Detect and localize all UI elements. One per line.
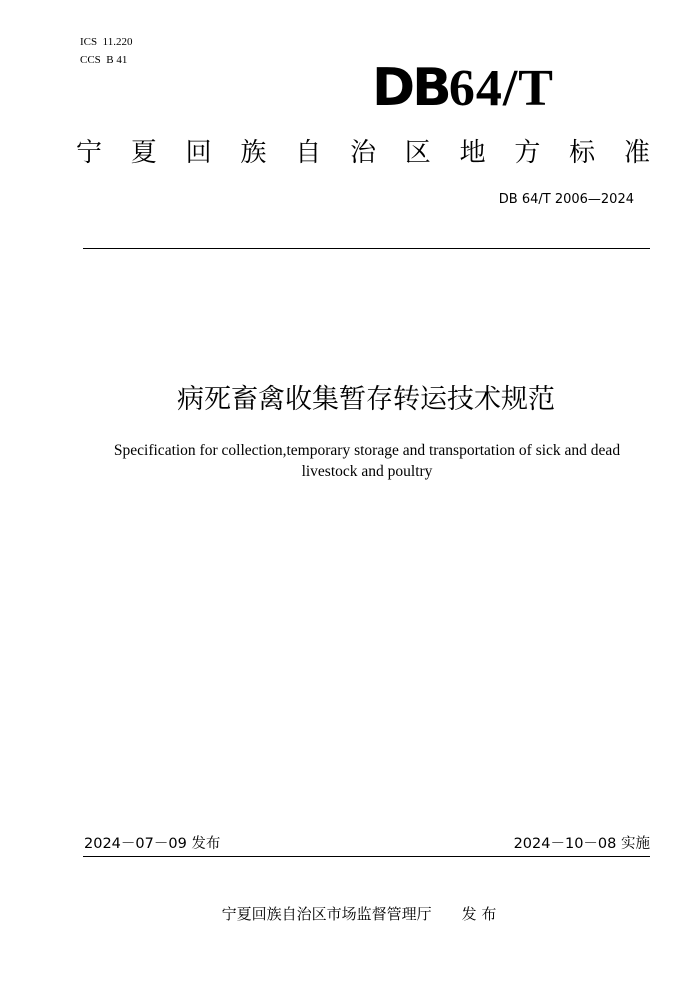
publisher-name: 宁夏回族自治区市场监督管理厅 xyxy=(221,905,432,923)
top-divider xyxy=(83,248,650,249)
standard-type-char: 自 xyxy=(295,138,322,168)
standard-type-char: 回 xyxy=(185,138,212,168)
standard-logo xyxy=(372,60,602,116)
bottom-divider xyxy=(83,856,650,857)
ccs-code: CCS B 41 xyxy=(80,54,128,66)
logo-prefix: DB xyxy=(372,58,449,118)
standard-type-char: 夏 xyxy=(130,138,157,168)
standard-type-char: 方 xyxy=(514,138,541,168)
standard-type-char: 标 xyxy=(569,138,596,168)
logo-suffix: 64/T xyxy=(448,60,554,117)
publisher-line xyxy=(0,903,700,925)
implementation-date: 2024－10－08 实施 xyxy=(513,836,650,852)
title-chinese: 病死畜禽收集暂存转运技术规范 xyxy=(177,384,555,415)
standard-type-char: 族 xyxy=(240,138,267,168)
standard-type-char: 宁 xyxy=(76,138,103,168)
standard-number: DB 64/T 2006—2024 xyxy=(498,192,634,207)
standard-type-char: 治 xyxy=(349,138,376,168)
publish-action: 发 布 xyxy=(461,905,497,923)
standard-type xyxy=(76,135,650,171)
standard-type-char: 地 xyxy=(459,138,486,168)
standard-type-char: 区 xyxy=(404,138,431,168)
ics-code: ICS 11.220 xyxy=(80,36,133,48)
title-english: Specification for collection,temporary storage and transportation of sick and dead livestock and poultry xyxy=(113,442,621,480)
issue-date: 2024－07－09 发布 xyxy=(84,836,221,852)
standard-type-char: 准 xyxy=(623,138,650,168)
